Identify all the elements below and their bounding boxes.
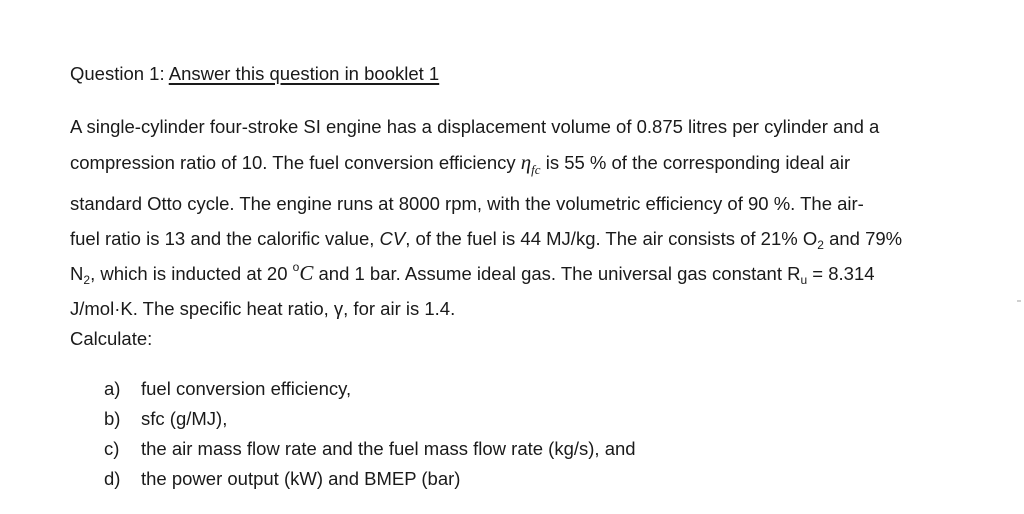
statement-line-2 [70,145,950,188]
item-marker: b) [104,408,121,429]
statement-line-1: A single-cylinder four-stroke SI engine has a displacement volume of 0.875 litres per cylinder and a [70,116,880,137]
statement-text: = 8.314 [807,263,875,285]
nitrogen-symbol: N [70,263,84,285]
fuel-efficiency-symbol [520,149,541,177]
eta-subscript: fc [531,161,541,177]
eta-symbol: η [520,149,532,174]
scan-edge-mark [1017,300,1021,302]
statement-text: and 79% [823,227,903,249]
statement-line-6: J/mol·K. The specific heat ratio, γ, for air is 1.4. [70,297,456,319]
question-number-label: Question 1: [70,63,169,84]
item-marker: d) [104,468,121,489]
item-text: fuel conversion efficiency, [141,378,352,399]
celsius-unit: C [299,261,314,286]
statement-text: , which is inducted at 20 [90,263,293,285]
list-item [104,464,636,494]
problem-statement [70,110,950,326]
statement-line-4 [70,222,950,257]
statement-text: compression ratio of 10. The fuel conversion efficiency [70,151,521,173]
booklet-instruction: Answer this question in booklet 1 [168,63,440,84]
oxygen-subscript: 2 [817,237,824,252]
item-marker: c) [104,438,120,459]
statement-text: and 1 bar. Assume ideal gas. The universal gas constant R [313,263,801,285]
degree-symbol: o [292,260,300,275]
question-heading [70,62,439,86]
calorific-value-symbol: CV [379,227,406,249]
list-item [104,404,636,434]
list-item [104,434,636,464]
task-list [104,374,636,494]
statement-text: fuel ratio is 13 and the calorific value, [70,227,380,249]
item-text: sfc (g/MJ), [141,408,228,429]
item-text: the air mass flow rate and the fuel mass flow rate (kg/s), and [141,438,636,459]
statement-line-3: standard Otto cycle. The engine runs at 8000 rpm, with the volumetric efficiency of 90 %. The air- [70,193,864,215]
statement-text: is 55 % of the corresponding ideal air [540,151,851,173]
calculate-label: Calculate: [70,328,153,349]
item-text: the power output (kW) and BMEP (bar) [141,468,461,489]
statement-line-5 [70,256,950,292]
list-item [104,374,636,404]
statement-text: , of the fuel is 44 MJ/kg. The air consists of 21% O [405,227,818,249]
nitrogen-subscript: 2 [83,273,91,288]
gas-constant-subscript: u [800,273,808,288]
item-marker: a) [104,378,121,399]
